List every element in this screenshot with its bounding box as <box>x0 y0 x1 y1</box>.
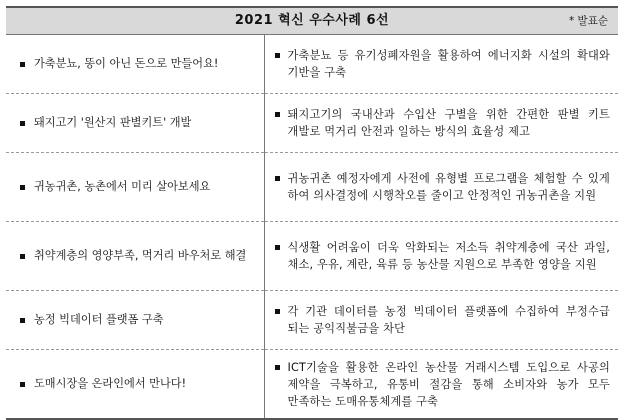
case-title-cell <box>6 153 264 222</box>
bullet-icon <box>275 309 280 314</box>
case-description: 각 기관 데이터를 농정 빅데이터 플랫폼에 수집하여 부정수급 되는 공익직불금을 차단 <box>287 305 610 335</box>
case-description: 돼지고기의 국내산과 수입산 구별을 위한 간편한 판별 키트 개발로 먹거리 안전과 일하는 방식의 효율성 제고 <box>287 108 610 138</box>
case-description-cell <box>264 350 618 420</box>
case-title-cell <box>6 350 264 420</box>
case-title: 돼지고기 '원산지 판별키트' 개발 <box>34 116 192 129</box>
case-title: 귀농귀촌, 농촌에서 미리 살아보세요 <box>34 180 211 193</box>
table-row <box>6 350 618 420</box>
case-title: 취약계층의 영양부족, 먹거리 바우처로 해결 <box>34 249 247 262</box>
case-description-cell <box>264 35 618 94</box>
bullet-icon <box>275 53 280 58</box>
bullet-icon <box>20 254 25 259</box>
bullet-icon <box>20 382 25 387</box>
case-title: 도매시장을 온라인에서 만나다! <box>34 377 187 390</box>
case-title-cell <box>6 94 264 153</box>
table-title: 2021 혁신 우수사례 6선 <box>234 13 390 28</box>
table-header-row <box>6 7 618 35</box>
bullet-icon <box>275 245 280 250</box>
table-header-cell <box>6 7 618 35</box>
bullet-icon <box>20 121 25 126</box>
table-row <box>6 222 618 291</box>
bullet-icon <box>275 112 280 117</box>
table-row <box>6 94 618 153</box>
table-row <box>6 153 618 222</box>
bullet-icon <box>275 176 280 181</box>
bullet-icon <box>275 365 280 370</box>
table-row <box>6 291 618 350</box>
bullet-icon <box>20 62 25 67</box>
bullet-icon <box>20 318 25 323</box>
case-title: 가축분뇨, 똥이 아닌 돈으로 만들어요! <box>34 57 219 70</box>
case-description-cell <box>264 222 618 291</box>
case-title-cell <box>6 35 264 94</box>
case-description-cell <box>264 153 618 222</box>
table-row <box>6 35 618 94</box>
innovation-cases-table <box>6 6 618 420</box>
case-description: 식생활 어려움이 더욱 악화되는 저소득 취약계층에 국산 과일, 채소, 우유, 계란, 육류 등 농산물 지원으로 부족한 영양을 지원 <box>287 241 610 271</box>
innovation-cases-document <box>6 6 618 408</box>
case-description: 귀농귀촌 예정자에게 사전에 유형별 프로그램을 체험할 수 있게 하여 의사결정에 시행착오를 줄이고 안정적인 귀농귀촌을 지원 <box>287 172 610 202</box>
bullet-icon <box>20 185 25 190</box>
case-title-cell <box>6 222 264 291</box>
case-title-cell <box>6 291 264 350</box>
case-description-cell <box>264 94 618 153</box>
case-description: ICT기술을 활용한 온라인 농산물 거래시스템 도입으로 사공의 제약을 극복하고, 유통비 절감을 통해 소비자와 농가 모두 만족하는 도매유통체계를 구축 <box>287 360 610 408</box>
case-title: 농정 빅데이터 플랫폼 구축 <box>34 313 164 326</box>
case-description-cell <box>264 291 618 350</box>
case-description: 가축분뇨 등 유기성폐자원을 활용하여 에너지화 시설의 확대와 기반을 구축 <box>287 49 610 79</box>
table-note: * 발표순 <box>568 15 608 27</box>
